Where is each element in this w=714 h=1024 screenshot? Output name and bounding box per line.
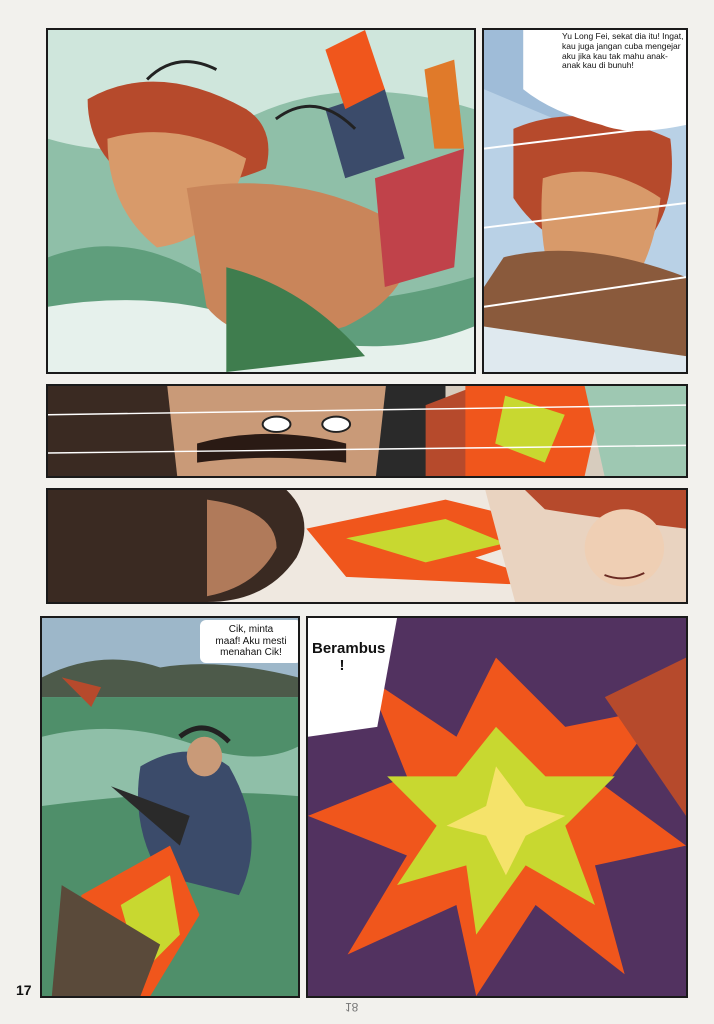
speech-bubble-threat [562, 32, 686, 71]
fire-blast-profile-art [48, 490, 686, 602]
panel-beast-man-threat [482, 28, 688, 374]
speech-line-2: maaf! Aku mesti [215, 635, 287, 647]
speech-line-1: Cik, minta [228, 624, 274, 635]
bleed-through-page-number: 18 [345, 1000, 359, 1014]
panel-warrior-face-closeup [46, 384, 688, 478]
beast-man-threat-art [484, 30, 686, 372]
fire-explosion-art [308, 618, 686, 996]
panel-fire-explosion [306, 616, 688, 998]
panel-fire-blast-profile [46, 488, 688, 604]
warrior-face-closeup-art [48, 386, 686, 476]
panel-beast-man-lunge [46, 28, 476, 374]
speech-text-threat: Yu Long Fei, sekat dia itu! Ingat, kau juga jangan cuba mengejar aku jika kau tak mahu anak-anak kau di bunuh! [562, 31, 684, 71]
panel-boatman-apology [40, 616, 300, 998]
shout-line-1: Berambus [312, 640, 386, 657]
shout-bubble-berambus [312, 640, 386, 675]
boatman-apology-art [42, 618, 298, 996]
speech-bubble-apology [200, 620, 300, 663]
beast-man-lunge-art [48, 30, 474, 372]
speech-line-3: menahan Cik! [220, 647, 282, 658]
page-number: 17 [16, 982, 32, 998]
shout-line-2: ! [339, 657, 345, 675]
